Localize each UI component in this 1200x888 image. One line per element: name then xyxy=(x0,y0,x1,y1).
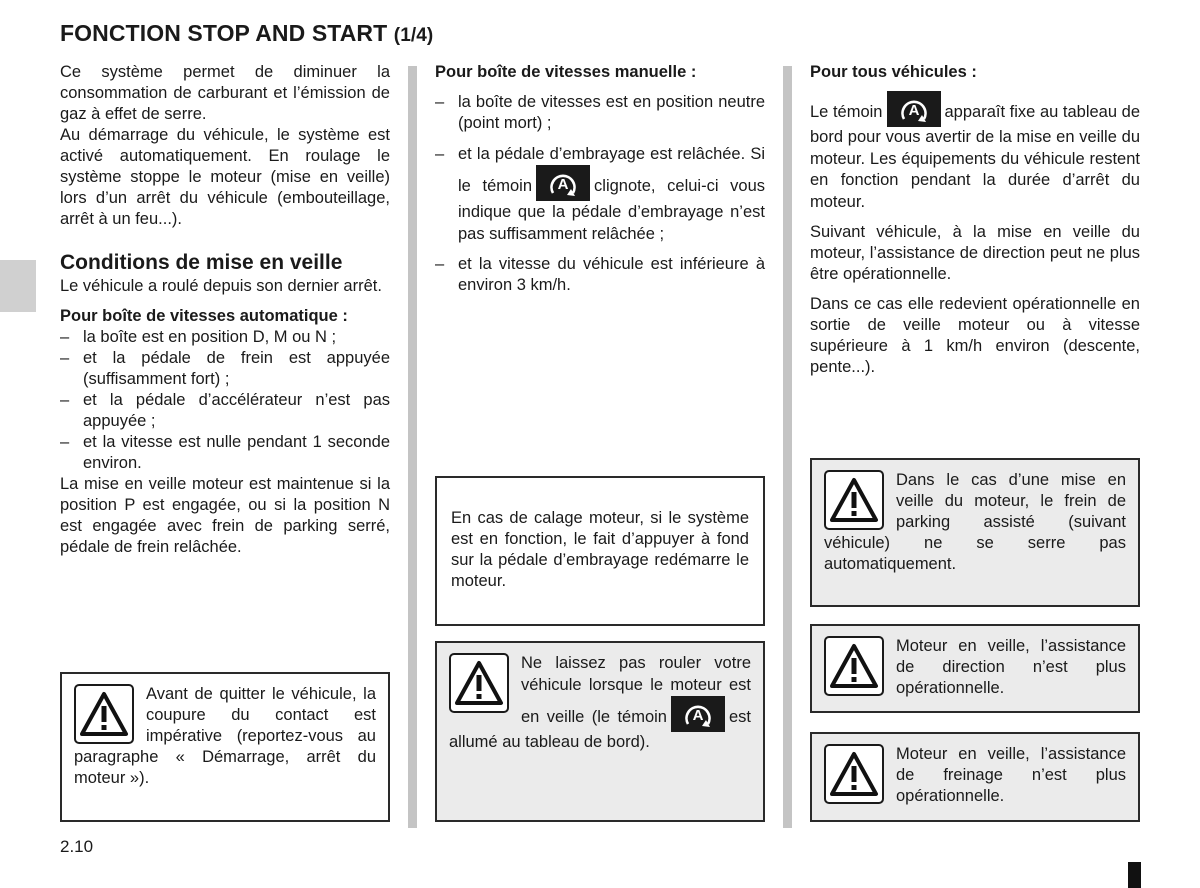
subsection-title: Pour tous véhicules : xyxy=(810,63,977,81)
paragraph: Dans ce cas elle redevient opérationnelle en sortie de veille moteur ou à vitesse supérieure à 1 km/h environ (descente, pente...). xyxy=(810,295,1140,376)
warning-box xyxy=(435,641,765,822)
warning-triangle-icon xyxy=(74,684,134,744)
intro-paragraph: Ce système permet de diminuer la consommation de carburant et l’émission de gaz à effet de serre. xyxy=(60,63,390,123)
list-item: – et la pédale de frein est appuyée (suffisamment fort) ; xyxy=(60,348,390,390)
warning-text: Avant de quitter le véhicule, la coupure du contact est impérative (reportez-vous au paragraphe « Démarrage, arrêt du moteur »). xyxy=(74,685,376,787)
list-item: – et la vitesse est nulle pendant 1 seconde environ. xyxy=(60,432,390,474)
column-2 xyxy=(435,62,765,296)
automatic-conditions-list xyxy=(60,327,390,474)
warning-box xyxy=(810,732,1140,822)
warning-text: Dans le cas d’une mise en veille du moteur, le frein de parking assisté (suivant véhicule) ne se serre pas automatiquement. xyxy=(824,471,1126,573)
column-3 xyxy=(810,62,1140,378)
page-title: FONCTION STOP AND START (1/4) xyxy=(60,20,434,46)
warning-text: Moteur en veille, l’assistance de freinage n’est plus opérationnelle. xyxy=(896,745,1126,805)
list-item: – et la pédale d’embrayage est relâchée. Si le témoin A clignote, celui-ci vous indique que la pédale d’embrayage n’est pas suffisamment relâchée ; xyxy=(435,143,765,245)
manual-conditions-list xyxy=(435,92,765,296)
paragraph: Le témoin A apparaît fixe au tableau de bord pour vous avertir de la mise en veille du moteur. Les équipements du véhicule restent en fonction pendant la durée d’arrêt du moteur. xyxy=(810,91,1140,213)
subsection-title: Pour boîte de vitesses automatique : xyxy=(60,307,348,325)
column-divider xyxy=(783,66,792,828)
svg-text:A: A xyxy=(557,176,569,193)
page-edge-mark xyxy=(1128,862,1141,888)
warning-box xyxy=(810,624,1140,713)
list-item: – la boîte est en position D, M ou N ; xyxy=(60,327,390,348)
svg-text:A: A xyxy=(692,707,704,724)
column-1 xyxy=(60,62,390,558)
warning-triangle-icon xyxy=(824,636,884,696)
list-item: – et la vitesse du véhicule est inférieure à environ 3 km/h. xyxy=(435,254,765,296)
intro-paragraph: Au démarrage du véhicule, le système est activé automatiquement. En roulage le système stoppe le moteur (mise en veille) lors d’un arrêt du véhicule (embouteillage, arrêt à un feu...). xyxy=(60,126,390,228)
section-tab xyxy=(0,260,36,312)
page-number: 2.10 xyxy=(60,837,94,856)
auto-note: La mise en veille moteur est maintenue si la position P est engagée, ou si la position N est engagée avec frein de parking serré, pédale de frein relâchée. xyxy=(60,475,390,556)
warning-triangle-icon xyxy=(824,744,884,804)
warning-triangle-icon xyxy=(449,653,509,713)
auto-stop-lamp-icon xyxy=(671,696,725,732)
info-text: En cas de calage moteur, si le système est en fonction, le fait d’appuyer à fond sur la pédale d’embrayage redémarre le moteur. xyxy=(451,509,749,590)
warning-box xyxy=(60,672,390,822)
warning-box xyxy=(810,458,1140,607)
section-heading: Conditions de mise en veille xyxy=(60,251,343,274)
section-text: Le véhicule a roulé depuis son dernier arrêt. xyxy=(60,277,382,295)
auto-stop-lamp-icon xyxy=(887,91,941,127)
list-item: – la boîte de vitesses est en position neutre (point mort) ; xyxy=(435,92,765,134)
warning-text: Ne laissez pas rouler votre véhicule lorsque le moteur est en veille (le témoin A est allumé au tableau de bord). xyxy=(449,654,751,751)
column-divider xyxy=(408,66,417,828)
auto-stop-lamp-icon xyxy=(536,165,590,201)
svg-text:A: A xyxy=(908,102,919,119)
subsection-title: Pour boîte de vitesses manuelle : xyxy=(435,63,697,81)
info-box xyxy=(435,476,765,626)
list-item: – et la pédale d’accélérateur n’est pas appuyée ; xyxy=(60,390,390,432)
paragraph: Suivant véhicule, à la mise en veille du moteur, l’assistance de direction peut ne plus être opérationnelle. xyxy=(810,223,1140,283)
warning-text: Moteur en veille, l’assistance de direction n’est plus opérationnelle. xyxy=(896,637,1126,697)
warning-triangle-icon xyxy=(824,470,884,530)
